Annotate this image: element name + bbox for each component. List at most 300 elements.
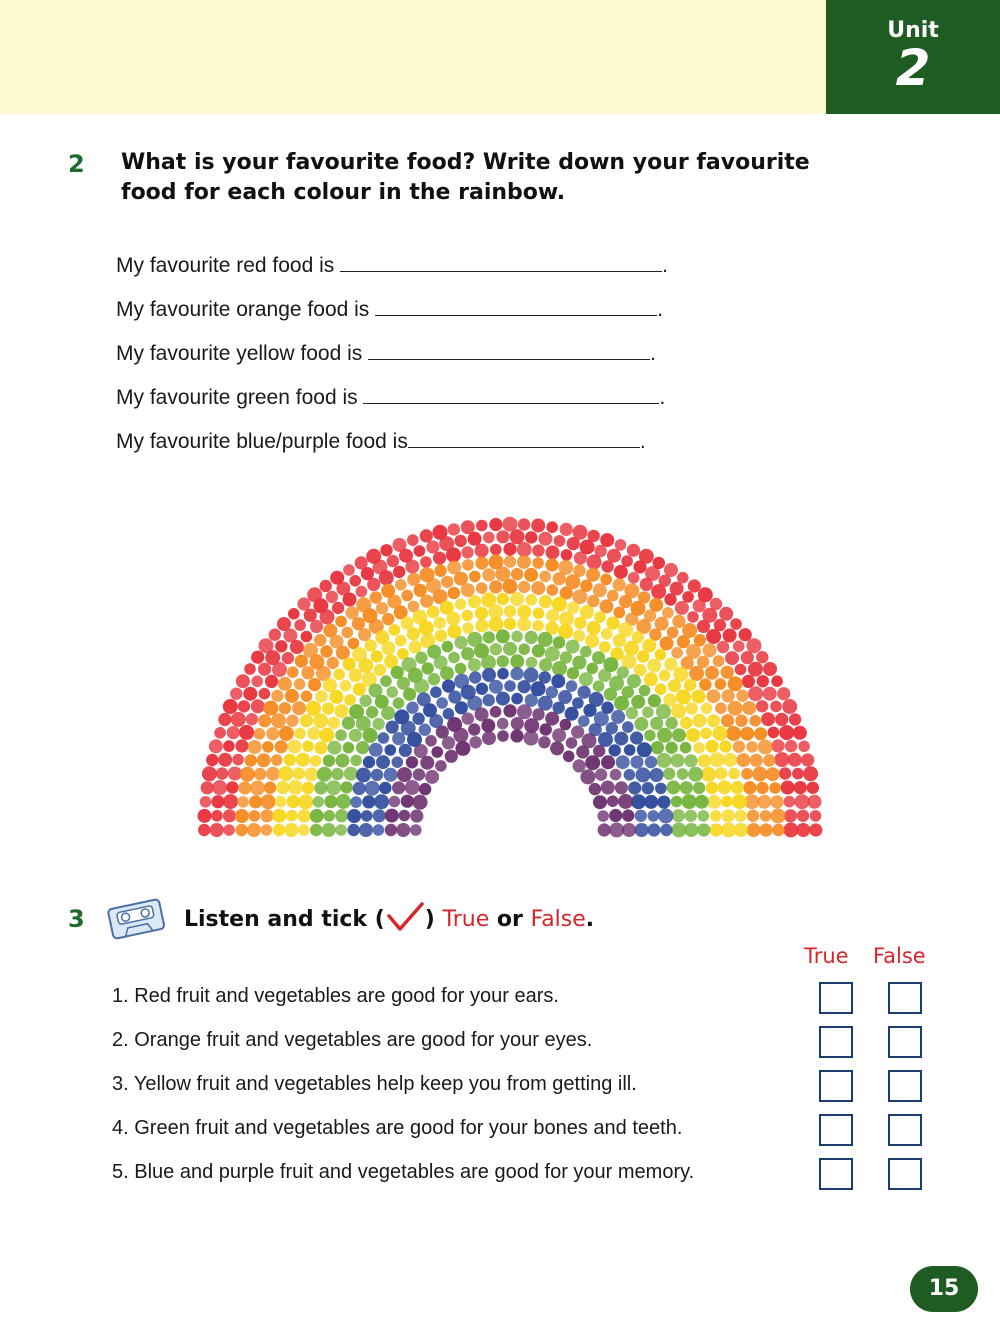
food-item (342, 627, 354, 639)
food-rainbow-image (150, 512, 870, 842)
food-item (393, 697, 405, 709)
food-item (545, 558, 558, 571)
food-item (442, 680, 455, 693)
food-item (721, 666, 734, 679)
food-item (278, 766, 293, 781)
food-item (330, 571, 344, 585)
food-item (350, 755, 362, 767)
food-item (399, 810, 411, 822)
food-item (655, 783, 667, 795)
food-item (406, 702, 418, 714)
food-item (287, 666, 299, 678)
true-checkbox-4[interactable] (819, 1114, 853, 1146)
food-item (550, 741, 564, 755)
food-item (531, 681, 546, 696)
food-item (770, 701, 782, 713)
food-item (385, 809, 399, 823)
food-item (558, 560, 573, 575)
food-item (600, 574, 612, 586)
food-item (259, 638, 274, 653)
food-item (636, 767, 651, 782)
food-item (585, 755, 600, 770)
food-item (730, 618, 742, 630)
food-item (247, 823, 261, 837)
food-item (386, 686, 398, 698)
food-item (342, 717, 355, 730)
food-item (211, 795, 224, 808)
unit-tab (826, 0, 1000, 114)
food-item (539, 595, 552, 608)
food-item (700, 728, 712, 740)
food-item (618, 794, 633, 809)
food-item (561, 549, 573, 561)
food-item (286, 810, 298, 822)
food-item (389, 796, 401, 808)
food-item (682, 591, 694, 603)
food-item (705, 740, 718, 753)
food-item (426, 540, 439, 553)
food-item (447, 717, 462, 732)
food-item (538, 736, 550, 748)
food-item (313, 796, 325, 808)
food-item (323, 624, 337, 638)
food-item (352, 647, 367, 662)
food-item (489, 680, 503, 694)
food-item (573, 759, 586, 772)
food-item (589, 783, 601, 795)
food-item (395, 635, 407, 647)
food-item (768, 727, 780, 739)
food-item (531, 519, 545, 533)
food-item (578, 715, 590, 727)
food-item (587, 621, 601, 635)
food-item (698, 754, 711, 767)
true-checkbox-2[interactable] (819, 1026, 853, 1058)
food-item (664, 563, 678, 577)
food-item (754, 727, 767, 740)
food-item (622, 823, 636, 837)
food-item (747, 823, 761, 837)
food-item (648, 810, 660, 822)
food-item (373, 809, 386, 822)
food-item (481, 592, 496, 607)
food-item (697, 823, 710, 836)
food-item (572, 656, 586, 670)
answer-blank-yellow[interactable] (368, 340, 650, 360)
statement-2: 2. Orange fruit and vegetables are good for your eyes. (112, 1029, 593, 1051)
column-header-false: False (873, 944, 926, 968)
food-item (648, 694, 661, 707)
food-item (741, 651, 754, 664)
food-item (483, 532, 495, 544)
food-item (320, 580, 332, 592)
fill-line-label: My favourite orange food is (116, 298, 376, 321)
food-item (490, 544, 502, 556)
food-item (598, 823, 611, 836)
food-item (797, 810, 809, 822)
food-item (278, 677, 292, 691)
food-item (237, 796, 249, 808)
fill-line-orange (116, 296, 663, 326)
false-checkbox-5[interactable] (888, 1158, 922, 1190)
food-item (489, 580, 502, 593)
food-item (298, 824, 310, 836)
exercise-2-title-line2: food for each colour in the rainbow. (121, 180, 566, 205)
food-item (448, 523, 460, 535)
food-item (687, 611, 699, 623)
food-item (746, 741, 758, 753)
statement-1: 1. Red fruit and vegetables are good for your ears. (112, 985, 559, 1007)
food-item (288, 780, 303, 795)
food-item (288, 740, 302, 754)
food-item (279, 702, 291, 714)
food-item (306, 701, 321, 716)
food-item (227, 726, 240, 739)
food-item (435, 760, 447, 772)
food-item (303, 643, 318, 658)
food-item (637, 742, 652, 757)
food-item (454, 535, 466, 547)
unit-label: Unit (887, 18, 939, 43)
food-item (563, 751, 575, 763)
food-item (375, 630, 389, 644)
food-item (248, 740, 262, 754)
food-item (757, 795, 771, 809)
food-item (483, 631, 495, 643)
food-item (740, 727, 754, 741)
food-item (293, 767, 305, 779)
food-item (490, 706, 502, 718)
food-item (614, 565, 628, 579)
food-item (468, 723, 480, 735)
food-item (284, 754, 296, 766)
food-item (240, 767, 255, 782)
exercise-3-instruction (184, 902, 594, 932)
food-item (671, 647, 683, 659)
food-item (361, 810, 373, 822)
food-item (347, 824, 359, 836)
food-item (249, 810, 261, 822)
answer-blank-red[interactable] (340, 252, 662, 272)
false-checkbox-3[interactable] (888, 1070, 922, 1102)
food-item (763, 687, 777, 701)
food-item (609, 809, 622, 822)
food-item (239, 725, 254, 740)
food-item (369, 743, 383, 757)
food-item (693, 742, 705, 754)
food-item (651, 741, 664, 754)
food-item (803, 766, 818, 781)
food-item (682, 794, 697, 809)
food-item (518, 518, 530, 530)
true-checkbox-1[interactable] (819, 982, 853, 1014)
food-item (223, 794, 238, 809)
food-item (475, 556, 488, 569)
food-item (747, 638, 762, 653)
food-item (703, 643, 717, 657)
food-item (259, 688, 271, 700)
food-item (714, 619, 726, 631)
food-item (482, 731, 496, 745)
food-item (532, 620, 544, 632)
food-item (518, 643, 530, 655)
header-band (0, 0, 826, 114)
food-item (628, 572, 640, 584)
food-item (735, 810, 747, 822)
food-item (419, 783, 431, 795)
food-item (710, 598, 722, 610)
food-item (490, 643, 502, 655)
food-item (496, 530, 509, 543)
food-item (593, 583, 607, 597)
food-item (380, 544, 392, 556)
food-item (699, 678, 711, 690)
food-item (766, 767, 780, 781)
food-item (715, 702, 727, 714)
food-item (779, 725, 794, 740)
unit-number: 2 (895, 39, 931, 97)
food-item (392, 732, 405, 745)
false-checkbox-1[interactable] (888, 982, 922, 1014)
food-item (511, 693, 523, 705)
food-item (310, 620, 323, 633)
food-item (728, 768, 740, 780)
food-item (245, 754, 257, 766)
food-item (707, 714, 720, 727)
food-item (412, 713, 424, 725)
food-item (710, 810, 722, 822)
food-item (587, 663, 599, 675)
true-checkbox-3[interactable] (819, 1070, 853, 1102)
food-item (794, 781, 807, 794)
food-item (216, 767, 228, 779)
food-item (344, 767, 358, 781)
food-item (792, 768, 804, 780)
food-item (326, 780, 341, 795)
food-item (672, 728, 686, 742)
food-item (483, 694, 495, 706)
food-item (442, 641, 454, 653)
food-item (655, 617, 669, 631)
food-item (275, 740, 288, 753)
food-item (284, 823, 298, 837)
food-item (538, 632, 553, 647)
food-item (503, 543, 516, 556)
food-item (369, 684, 383, 698)
food-item (211, 810, 223, 822)
food-item (433, 525, 448, 540)
food-item (455, 598, 467, 610)
food-item (323, 678, 337, 692)
food-item (285, 689, 299, 703)
food-item (635, 810, 647, 822)
food-item (517, 704, 532, 719)
rainbow-bands (198, 517, 823, 838)
fill-line-end: . (659, 386, 666, 409)
food-item (461, 647, 474, 660)
food-item (497, 668, 509, 680)
food-item (728, 676, 743, 691)
food-item (621, 555, 633, 567)
food-item (688, 767, 703, 782)
food-item (801, 753, 814, 766)
food-item (743, 781, 756, 794)
food-item (613, 578, 626, 591)
food-item (624, 769, 636, 781)
food-item (632, 631, 644, 643)
food-item (454, 674, 469, 689)
food-item (713, 655, 725, 667)
food-item (212, 780, 227, 795)
food-item (665, 742, 677, 754)
food-item (401, 590, 413, 602)
food-item (748, 686, 763, 701)
food-item (400, 617, 413, 630)
food-item (504, 680, 516, 692)
food-item (644, 672, 658, 686)
food-item (355, 556, 368, 569)
food-item (223, 809, 236, 822)
food-item (685, 810, 697, 822)
food-item (376, 755, 390, 769)
false-checkbox-2[interactable] (888, 1026, 922, 1058)
food-item (525, 531, 537, 543)
food-item (735, 715, 747, 727)
food-item (335, 616, 347, 628)
food-item (807, 782, 819, 794)
food-item (282, 652, 294, 664)
food-item (573, 525, 588, 540)
food-item (223, 824, 235, 836)
food-item (650, 768, 664, 782)
answer-blank-blue-purple[interactable] (408, 428, 640, 448)
answer-blank-orange[interactable] (375, 296, 657, 316)
food-item (393, 566, 405, 578)
food-item (707, 689, 721, 703)
food-item (344, 694, 356, 706)
food-item (742, 675, 755, 688)
food-item (771, 809, 786, 824)
food-item (597, 810, 609, 822)
food-item (777, 687, 790, 700)
food-item (638, 591, 650, 603)
food-item (553, 636, 565, 648)
food-item (365, 639, 377, 651)
food-item (356, 597, 371, 612)
food-item (340, 781, 352, 793)
food-item (610, 769, 622, 781)
food-item (784, 809, 797, 822)
food-item (238, 700, 250, 712)
food-item (406, 756, 418, 768)
food-item (349, 575, 361, 587)
food-item (735, 664, 747, 676)
food-item (298, 809, 311, 822)
food-item (624, 583, 639, 598)
food-item (785, 740, 797, 752)
food-item (409, 640, 422, 653)
food-item (686, 728, 700, 742)
food-item (770, 795, 783, 808)
statement-4: 4. Green fruit and vegetables are good for your bones and teeth. (112, 1117, 683, 1139)
instruction-true-word: True (442, 907, 490, 932)
food-item (658, 809, 673, 824)
food-item (692, 690, 706, 704)
answer-blank-green[interactable] (363, 384, 659, 404)
food-item (269, 629, 281, 641)
food-item (226, 781, 238, 793)
food-item (433, 552, 446, 565)
food-item (722, 689, 735, 702)
food-item (601, 781, 615, 795)
food-item (686, 702, 698, 714)
food-item (725, 651, 739, 665)
true-checkbox-5[interactable] (819, 1158, 853, 1190)
false-checkbox-4[interactable] (888, 1114, 922, 1146)
food-item (503, 642, 517, 656)
food-item (510, 654, 524, 668)
food-item (525, 631, 538, 644)
food-item (732, 794, 747, 809)
food-item (680, 781, 693, 794)
food-item (579, 672, 593, 686)
food-item (655, 649, 667, 661)
food-item (808, 795, 822, 809)
fill-line-label: My favourite yellow food is (116, 342, 369, 365)
food-item (304, 767, 318, 781)
food-item (701, 703, 713, 715)
food-item (719, 740, 731, 752)
fill-line-red (116, 252, 668, 282)
food-item (560, 719, 572, 731)
food-item (566, 680, 578, 692)
food-item (258, 714, 271, 727)
food-item (565, 707, 579, 721)
food-item (343, 658, 356, 671)
food-item (664, 658, 677, 671)
food-item (677, 572, 689, 584)
food-item (582, 733, 597, 748)
food-item (580, 769, 595, 784)
food-item (468, 658, 481, 671)
food-item (469, 671, 481, 683)
food-item (614, 732, 628, 746)
food-item (546, 521, 558, 533)
food-item (656, 753, 671, 768)
food-item (607, 549, 621, 563)
food-item (600, 533, 614, 547)
food-item (448, 652, 460, 664)
food-item (496, 629, 510, 643)
food-item (757, 675, 769, 687)
food-item (277, 617, 291, 631)
food-item (353, 782, 366, 795)
food-item (294, 619, 306, 631)
food-item (349, 729, 362, 742)
fill-line-end: . (657, 298, 663, 321)
food-item (609, 744, 621, 756)
food-item (497, 655, 509, 667)
food-item (741, 768, 753, 780)
exercise-2-title-line1: What is your favourite food? Write down your favourite (121, 150, 810, 175)
food-item (594, 611, 606, 623)
food-item (407, 534, 419, 546)
food-item (496, 692, 510, 706)
food-item (489, 518, 502, 531)
food-item (232, 754, 244, 766)
food-item (323, 755, 335, 767)
food-item (335, 809, 348, 822)
